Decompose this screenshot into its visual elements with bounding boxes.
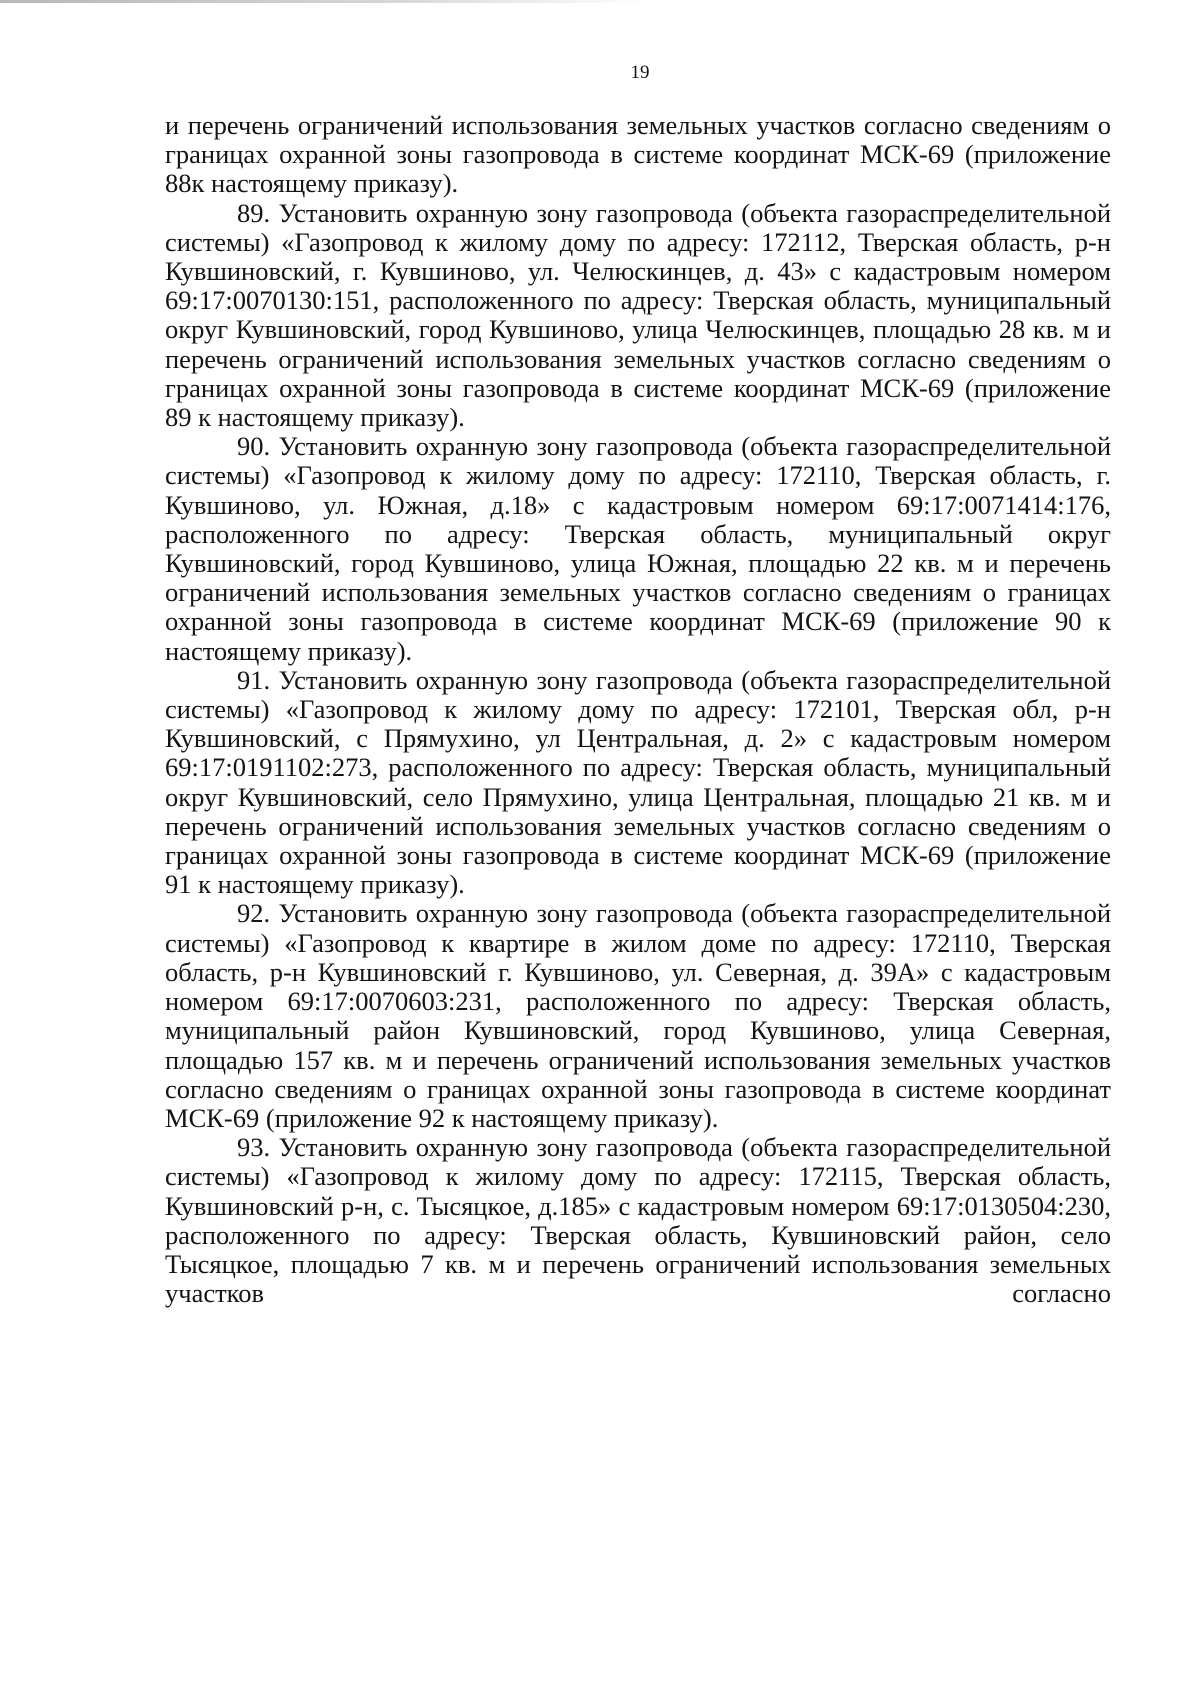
page-number: 19 [630,62,650,83]
paragraph-continuation: и перечень ограничений использования земельных участков согласно сведениям о границах охранной зоны газопровода в системе координат МСК-69 (приложение 88к настоящему приказу). [165,110,1111,199]
paragraph-93: 93. Установить охранную зону газопровода (объекта газораспределительной системы) «Газопровод к жилому дому по адресу: 172115, Тверская область, Кувшиновский р-н, с. Тысяцкое, д.185» с кадастровым номером 69:17:0130504:230, расположенного по адресу: Тверская область, Кувшиновский район, село Тысяцкое, площадью 7 кв. м и перечень ограничений использования земельных участков согласно [165,1132,1111,1309]
scan-edge-artifact [0,0,650,3]
paragraph-90: 90. Установить охранную зону газопровода (объекта газораспределительной системы) «Газопровод к жилому дому по адресу: 172110, Тверская область, г. Кувшиново, ул. Южная, д.18» с кадастровым номером 69:17:0071414:176, расположенного по адресу: Тверская область, муниципальный округ Кувшиновский, город Кувшиново, улица Южная, площадью 22 кв. м и перечень ограничений использования земельных участков согласно сведениям о границах охранной зоны газопровода в системе координат МСК-69 (приложение 90 к настоящему приказу). [165,431,1111,666]
document-body [165,111,1111,1308]
paragraph-91: 91. Установить охранную зону газопровода (объекта газораспределительной системы) «Газопровод к жилому дому по адресу: 172101, Тверская обл, р-н Кувшиновский, с Прямухино, ул Центральная, д. 2» с кадастровым номером 69:17:0191102:273, расположенного по адресу: Тверская область, муниципальный округ Кувшиновский, село Прямухино, улица Центральная, площадью 21 кв. м и перечень ограничений использования земельных участков согласно сведениям о границах охранной зоны газопровода в системе координат МСК-69 (приложение 91 к настоящему приказу). [165,664,1111,900]
paragraph-92: 92. Установить охранную зону газопровода (объекта газораспределительной системы) «Газопровод к квартире в жилом доме по адресу: 172110, Тверская область, р-н Кувшиновский г. Кувшиново, ул. Северная, д. 39А» с кадастровым номером 69:17:0070603:231, расположенного по адресу: Тверская область, муниципальный район Кувшиновский, город Кувшиново, улица Северная, площадью 157 кв. м и перечень ограничений использования земельных участков согласно сведениям о границах охранной зоны газопровода в системе координат МСК-69 (приложение 92 к настоящему приказу). [165,898,1111,1133]
paragraph-89: 89. Установить охранную зону газопровода (объекта газораспределительной системы) «Газопровод к жилому дому по адресу: 172112, Тверская область, р-н Кувшиновский, г. Кувшиново, ул. Челюскинцев, д. 43» с кадастровым номером 69:17:0070130:151, расположенного по адресу: Тверская область, муниципальный округ Кувшиновский, город Кувшиново, улица Челюскинцев, площадью 28 кв. м и перечень ограничений использования земельных участков согласно сведениям о границах охранной зоны газопровода в системе координат МСК-69 (приложение 89 к настоящему приказу). [165,197,1111,433]
